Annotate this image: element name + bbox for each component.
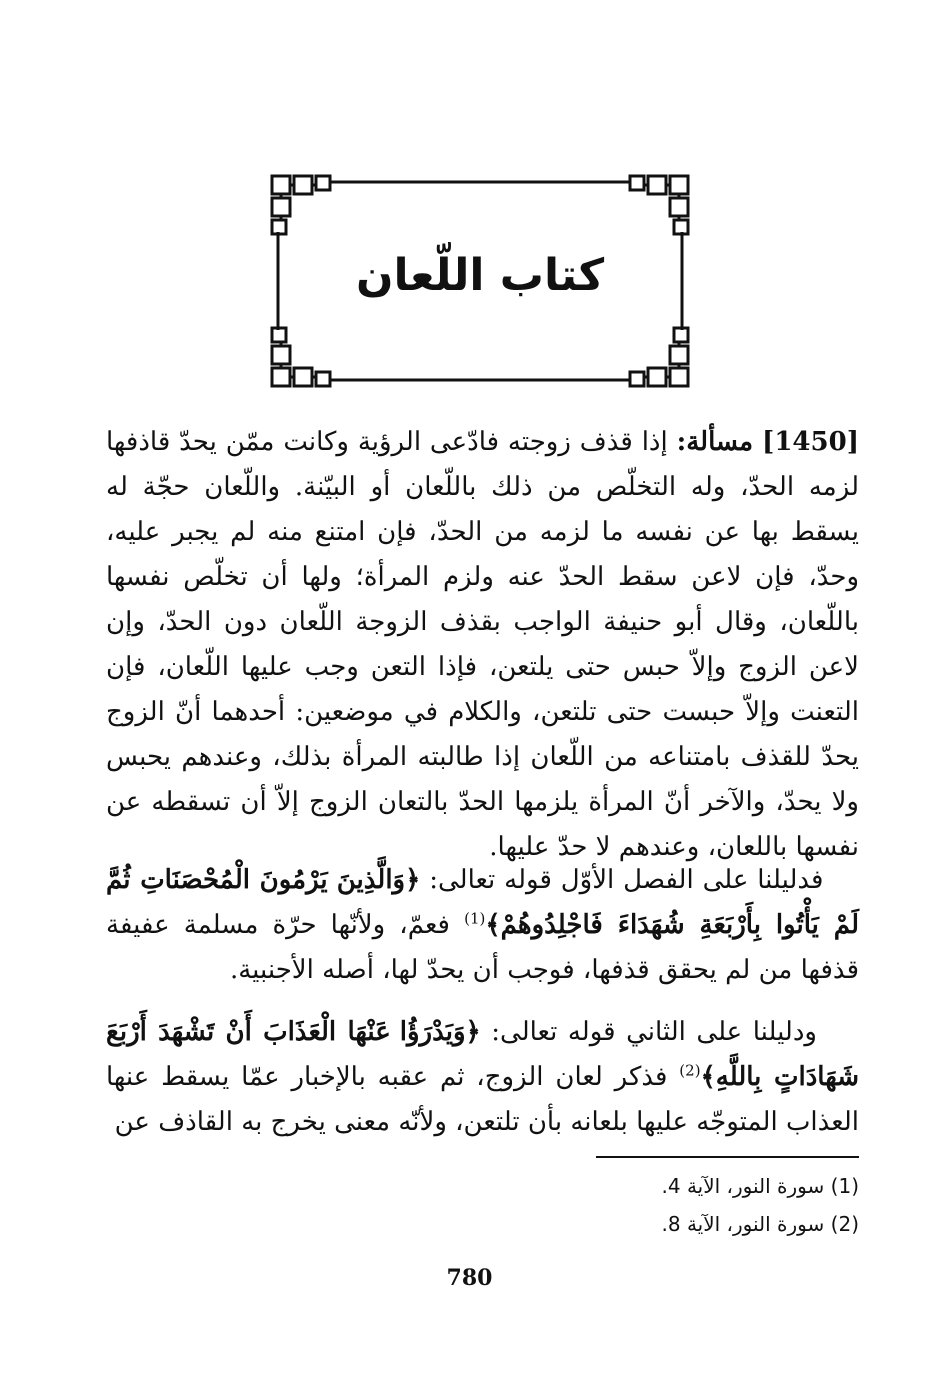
- second-proof-text: فذكر لعان الزوج، ثم عقبه بالإخبار عمّا يسقط عنها العذاب المتوجّه عليها بلعانه بأن تلتعن، ولأنّه معنى يخرج به القاذف عن: [106, 1062, 859, 1137]
- quran-verse-1: ﴿وَالَّذِينَ يَرْمُونَ الْمُحْصَنَاتِ ثُمَّ لَمْ يَأْتُوا بِأَرْبَعَةِ شُهَدَاءَ فَاجْلِدُوهُمْ﴾: [106, 865, 859, 940]
- issue-label: مسألة:: [676, 427, 754, 457]
- quran-verse-2: ﴿وَيَدْرَؤُا عَنْهَا الْعَذَابَ أَنْ تَشْهَدَ أَرْبَعَ شَهَادَاتٍ بِاللَّهِ﴾: [106, 1017, 859, 1092]
- issue-number: [1450]: [762, 427, 860, 457]
- chapter-title: كتاب اللّعان: [355, 250, 605, 301]
- footnote-number: (2): [830, 1212, 859, 1236]
- footnote-1: [662, 1172, 860, 1200]
- second-proof-intro: ودليلنا على الثاني قوله تعالى:: [491, 1017, 817, 1047]
- paragraph-issue: [106, 420, 859, 870]
- paragraph-second-proof: [106, 1010, 859, 1145]
- footnote-divider: [596, 1156, 859, 1158]
- first-proof-intro: فدليلنا على الفصل الأوّل قوله تعالى:: [429, 865, 824, 895]
- footnote-text: سورة النور، الآية 4.: [661, 1174, 825, 1198]
- footnote-ref-2: (2): [679, 1061, 701, 1080]
- footnote-ref-1: (1): [464, 909, 486, 928]
- footnote-2: [662, 1210, 860, 1238]
- page-number: 780: [446, 1265, 493, 1291]
- footnote-number: (1): [830, 1174, 859, 1198]
- paragraph-first-proof: [106, 858, 859, 993]
- chapter-title-frame: [268, 172, 692, 390]
- issue-text: إذا قذف زوجته فادّعى الرؤية وكانت ممّن يحدّ قاذفها لزمه الحدّ، وله التخلّص من ذلك باللّعان أو البيّنة. واللّعان حجّة له يسقط بها عن نفسه ما لزمه من الحدّ، فإن امتنع منه لم يجبر عليه، وحدّ، فإن لاعن سقط الحدّ عنه ولزم المرأة؛ ولها أن تخلّص نفسها باللّعان، وقال أبو حنيفة الواجب بقذف الزوجة اللّعان دون الحدّ، وإن لاعن الزوج وإلاّ حبس حتى يلتعن، فإذا التعن وجب عليها اللّعان، فإن التعنت وإلاّ حبست حتى تلتعن، والكلام في موضعين: أحدهما أنّ الزوج يحدّ للقذف بامتناعه من اللّعان إذا طالبته المرأة بذلك، وعندهم يحبس ولا يحدّ، والآخر أنّ المرأة يلزمها الحدّ بالتعان الزوج إلاّ أن تسقطه عن نفسها باللعان، وعندهم لا حدّ عليها.: [106, 427, 859, 862]
- first-proof-text: فعمّ، ولأنّها حرّة مسلمة عفيفة قذفها من لم يحقق قذفها، فوجب أن يحدّ لها، أصله الأجنبية.: [106, 910, 859, 985]
- footnote-text: سورة النور، الآية 8.: [661, 1212, 825, 1236]
